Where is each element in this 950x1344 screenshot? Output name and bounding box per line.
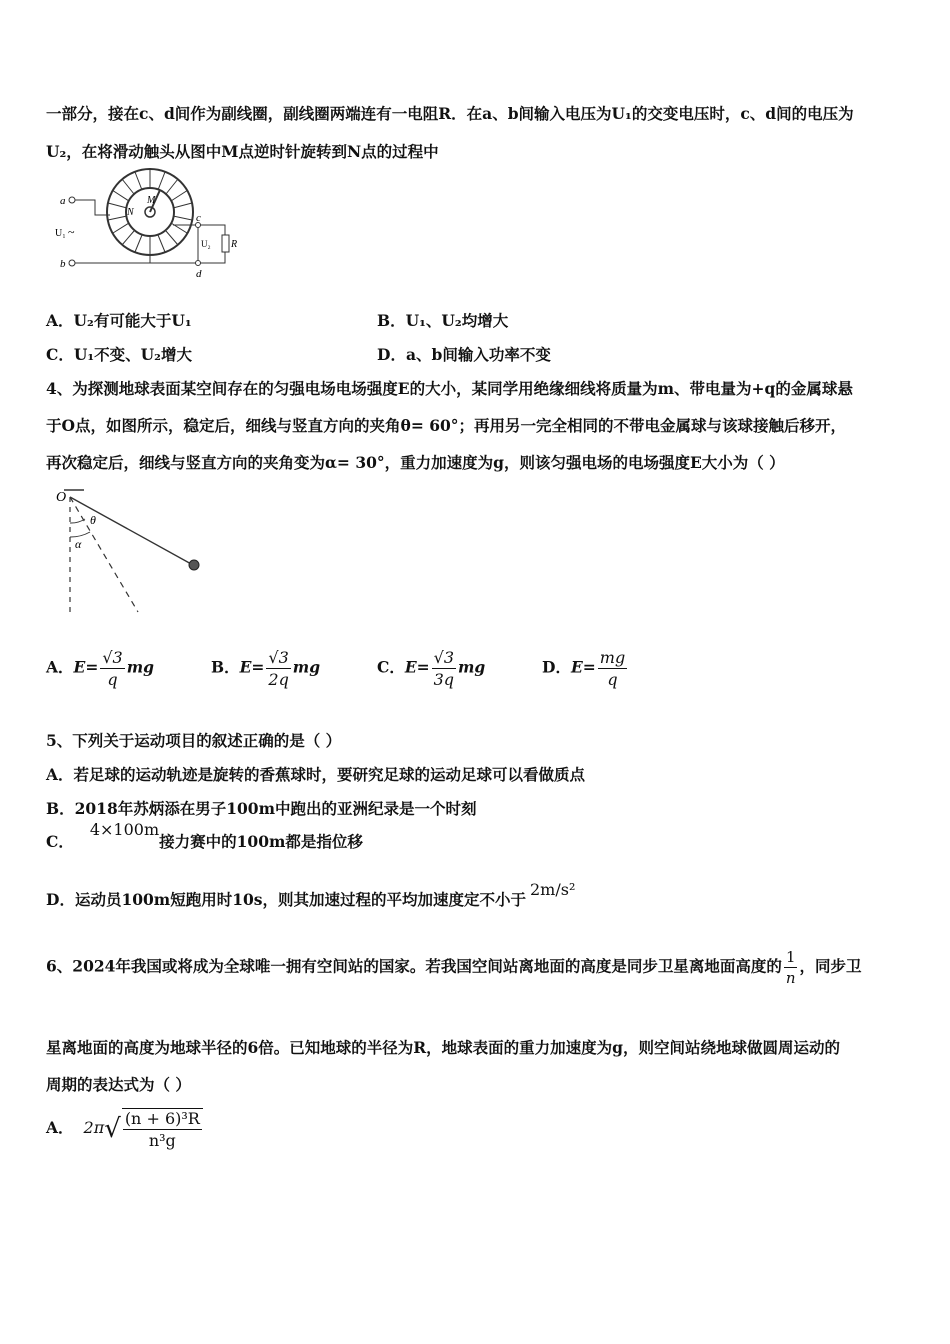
- label-n: N: [127, 207, 134, 218]
- q6-stem-line3: 周期的表达式为（ ）: [46, 1075, 191, 1094]
- label-d: d: [196, 268, 202, 280]
- q4-option-b: B．E= $\frac{√3}{2q}$ mg: [211, 648, 321, 689]
- label-u1: U₁: [55, 228, 66, 239]
- label-r: R: [231, 239, 238, 250]
- q3-stem-line2: U₂，在将滑动触头从图中M点逆时针旋转到N点的过程中: [46, 142, 439, 161]
- q3-option-b: B．U₁、U₂均增大: [377, 311, 509, 330]
- label-u2: U₂: [201, 239, 211, 249]
- label-m: M: [147, 195, 156, 206]
- q6-stem-line1: 6、2024年我国或将成为全球唯一拥有空间站的国家。若我国空间站离地面的高度是同步卫星离地面高度的 $\frac{1}{n}$ ，同步卫: [46, 948, 862, 987]
- label-c: c: [196, 212, 201, 224]
- label-alpha: α: [75, 537, 82, 551]
- q4-option-c: C．E= $\frac{√3}{3q}$ mg: [377, 648, 486, 689]
- q4-stem-line2: 于O点，如图所示，稳定后，细线与竖直方向的夹角θ= 60°；再用另一完全相同的不带电金属球与该球接触后移开，: [46, 416, 847, 435]
- q5-option-b: B．2018年苏炳添在男子100m中跑出的亚洲纪录是一个时刻: [46, 799, 477, 818]
- q4-option-d: D．E= $\frac{mg}{q}$: [542, 648, 626, 689]
- q6-option-a: A． 2π√ $\frac{\text{(n + 6)³R}}{\text{n³g}}$: [46, 1108, 205, 1150]
- q3-option-d: D．a、b间输入功率不变: [377, 345, 551, 364]
- label-b: b: [60, 258, 66, 270]
- q3-option-c: C．U₁不变、U₂增大: [46, 345, 192, 364]
- q5-option-c: C．4×100m接力赛中的100m都是指位移: [46, 820, 363, 851]
- label-theta: θ: [90, 513, 96, 527]
- q4-pendulum-figure: [50, 485, 210, 620]
- q4-stem-line3: 再次稳定后，细线与竖直方向的夹角变为α= 30°，重力加速度为g，则该匀强电场的电场强度E大小为（ ）: [46, 453, 785, 472]
- q5-option-d: D．运动员100m短跑用时10s，则其加速过程的平均加速度定不小于2m/s²: [46, 880, 576, 909]
- q3-transformer-figure: [50, 165, 250, 280]
- q4-option-a: A．E= $\frac{√3}{q}$ mg: [46, 648, 154, 689]
- label-o: O: [56, 490, 67, 505]
- q3-stem-line1: 一部分，接在c、d间作为副线圈，副线圈两端连有一电阻R．在a、b间输入电压为U₁的交变电压时，c、d间的电压为: [46, 104, 854, 123]
- label-tilde: ~: [68, 225, 75, 239]
- q3-option-a: A．U₂有可能大于U₁: [46, 311, 192, 330]
- q5-option-a: A．若足球的运动轨迹是旋转的香蕉球时，要研究足球的运动足球可以看做质点: [46, 765, 586, 784]
- label-a: a: [60, 195, 66, 207]
- q5-stem: 5、下列关于运动项目的叙述正确的是（ ）: [46, 731, 342, 750]
- q4-stem-line1: 4、为探测地球表面某空间存在的匀强电场电场强度E的大小，某同学用绝缘细线将质量为m、带电量为+q的金属球悬: [46, 379, 853, 398]
- q6-stem-line2: 星离地面的高度为地球半径的6倍。已知地球的半径为R，地球表面的重力加速度为g，则空间站绕地球做圆周运动的: [46, 1038, 841, 1057]
